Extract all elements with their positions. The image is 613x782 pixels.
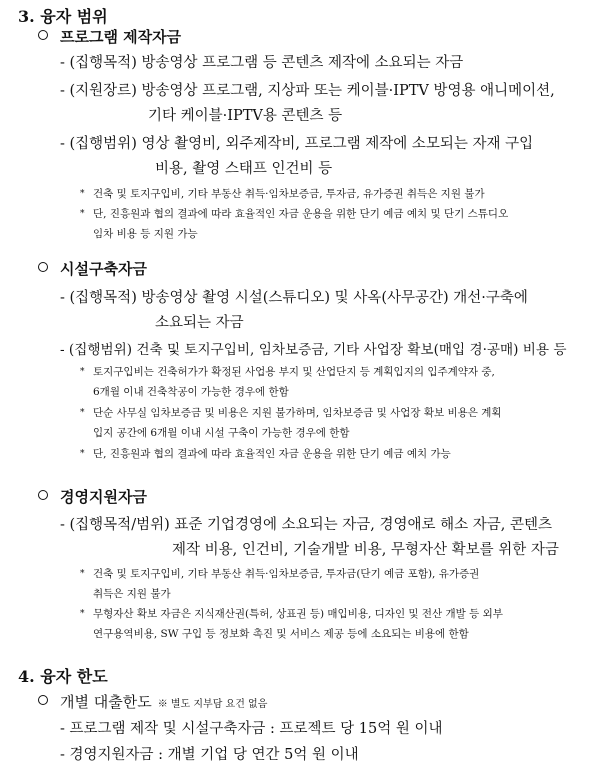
facility-fund-heading-text: 시설구축자금 [60,260,147,278]
facility-note-2-text: 단순 사무실 임차보증금 및 비용은 지원 불가하며, 임차보증금 및 사업장 확보 비용은 계획 [93,407,502,419]
management-item-purpose: - (집행목적/범위) 표준 기업경영에 소요되는 자금, 경영애로 해소 자금, 콘텐츠 [60,517,553,533]
program-fund-heading-text: 프로그램 제작자금 [60,28,182,46]
note-marker-icon: * [80,408,85,418]
management-note-2-text: 무형자산 확보 자금은 지식재산권(특허, 상표권 등) 매입비용, 디자인 및 전산 개발 등 외부 [93,608,503,620]
circle-bullet-icon [38,490,48,500]
note-marker-icon: * [80,189,85,199]
program-item-purpose: - (집행목적) 방송영상 프로그램 등 콘텐츠 제작에 소요되는 자금 [60,55,464,71]
note-marker-icon: * [80,449,85,459]
note-marker-icon: * [80,367,85,377]
section-4-title: 4. 융자 한도 [18,667,108,686]
loan-limit-heading-text: 개별 대출한도 [60,693,152,711]
management-fund-heading [38,486,147,507]
facility-note-2 [80,405,502,420]
facility-item-purpose: - (집행목적) 방송영상 촬영 시설(스튜디오) 및 사옥(사무공간) 개선·구축에 [60,290,528,306]
note-marker-icon: * [80,609,85,619]
program-note-1-text: 건축 및 토지구입비, 기타 부동산 취득·임차보증금, 투자금, 유가증권 취득은 지원 불가 [93,188,485,200]
program-note-2 [80,206,508,221]
management-note-1-cont: 취득은 지원 불가 [93,588,171,600]
management-fund-heading-text: 경영지원자금 [60,488,147,506]
loan-limit-note: ※ 별도 지부담 요건 없음 [157,699,268,710]
circle-bullet-icon [38,30,48,40]
facility-fund-heading [38,258,147,279]
program-note-2-cont: 임차 비용 등 지원 가능 [93,228,198,240]
program-item-genre: - (지원장르) 방송영상 프로그램, 지상파 또는 케이블·IPTV 방영용 애니메이션, [60,83,555,99]
program-fund-heading [38,26,181,47]
circle-bullet-icon [38,695,48,705]
facility-item-purpose-cont: 소요되는 자금 [155,315,244,331]
program-note-2-text: 단, 진흥원과 협의 결과에 따라 효율적인 자금 운용을 위한 단기 예금 예치 및 단기 스튜디오 [93,208,509,220]
facility-note-3 [80,446,451,461]
note-marker-icon: * [80,569,85,579]
limit-item-management: - 경영지원자금 : 개별 기업 당 연간 5억 원 이내 [60,747,359,763]
program-note-1 [80,186,485,201]
loan-limit-heading [38,691,267,712]
circle-bullet-icon [38,262,48,272]
facility-note-1 [80,364,495,379]
facility-note-2-cont: 입지 공간에 6개월 이내 시설 구축이 가능한 경우에 한함 [93,427,350,439]
program-item-scope: - (집행범위) 영상 촬영비, 외주제작비, 프로그램 제작에 소모되는 자재 구입 [60,136,534,152]
program-item-genre-cont: 기타 케이블·IPTV용 콘텐츠 등 [148,108,343,124]
facility-note-1-cont: 6개월 이내 건축착공이 가능한 경우에 한함 [93,386,289,398]
facility-note-3-text: 단, 진흥원과 협의 결과에 따라 효율적인 자금 운용을 위한 단기 예금 예치 가능 [93,448,451,460]
management-item-purpose-cont: 제작 비용, 인건비, 기술개발 비용, 무형자산 확보를 위한 자금 [172,542,559,558]
management-note-2-cont: 연구용역비용, SW 구입 등 정보화 촉진 및 서비스 제공 등에 소요되는 비용에 한함 [93,628,469,640]
section-3-title: 3. 융자 범위 [18,7,108,26]
program-item-scope-cont: 비용, 촬영 스태프 인건비 등 [155,161,333,177]
management-note-1-text: 건축 및 토지구입비, 기타 부동산 취득·임차보증금, 투자금(단기 예금 포함), 유가증권 [93,568,480,580]
management-note-2 [80,606,503,621]
facility-note-1-text: 토지구입비는 건축허가가 확정된 사업용 부지 및 산업단지 등 계획입지의 입주계약자 중, [93,366,495,378]
facility-item-scope: - (집행범위) 건축 및 토지구입비, 임차보증금, 기타 사업장 확보(매입 경·공매) 비용 등 [60,342,567,358]
note-marker-icon: * [80,209,85,219]
limit-item-program: - 프로그램 제작 및 시설구축자금 : 프로젝트 당 15억 원 이내 [60,721,443,737]
management-note-1 [80,566,479,581]
